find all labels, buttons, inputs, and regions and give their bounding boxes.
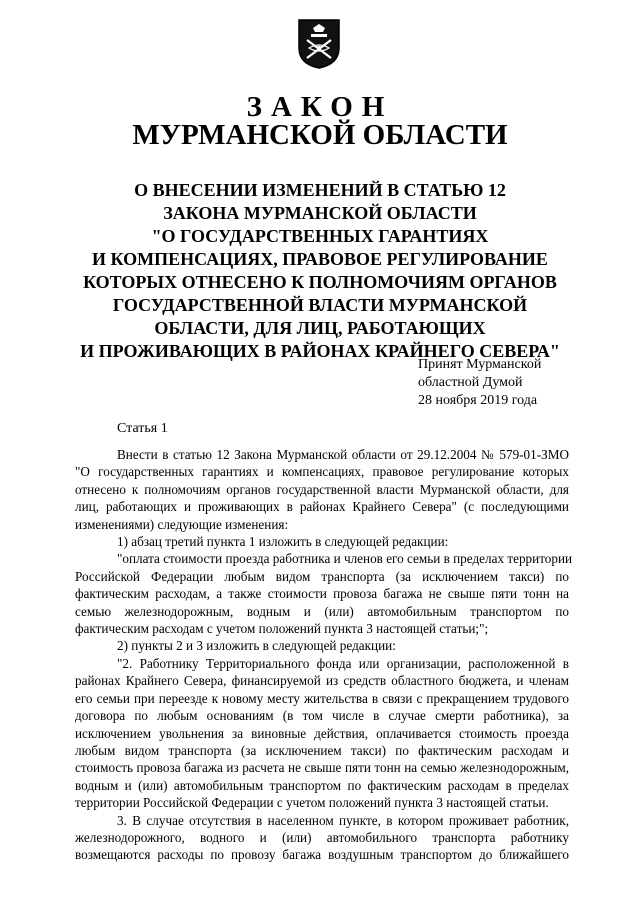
paragraph xyxy=(75,637,569,654)
title-line: ЗАКОНА МУРМАНСКОЙ ОБЛАСТИ xyxy=(163,203,477,223)
title-line: О ВНЕСЕНИИ ИЗМЕНЕНИЙ В СТАТЬЮ 12 xyxy=(134,180,506,200)
text-line: 2) пункты 2 и 3 изложить в следующей редакции: xyxy=(117,638,396,654)
title-line: И КОМПЕНСАЦИЯХ, ПРАВОВОЕ РЕГУЛИРОВАНИЕ xyxy=(92,249,548,269)
text-line: лиц, работающих и проживающих в районах Крайнего Севера" (с последующими xyxy=(75,499,569,515)
paragraph xyxy=(75,812,569,864)
adoption-note xyxy=(418,356,618,410)
text-line: фактическим расходам с учетом положений пункта 3 настоящей статьи;"; xyxy=(75,621,489,637)
text-line: отнесено к полномочиям органов государственной власти Мурманской области, для xyxy=(75,481,569,497)
article-body xyxy=(75,446,573,864)
article-heading: Статья 1 xyxy=(117,421,168,436)
text-line: водным и (или) автомобильным транспортом по фактическим расходам в пределах xyxy=(75,777,569,793)
title-line: ОБЛАСТИ, ДЛЯ ЛИЦ, РАБОТАЮЩИХ xyxy=(154,318,486,338)
text-line: фактическим расходам, а также стоимости провоза багажа не свыше пяти тонн на xyxy=(75,586,569,602)
title-line: КОТОРЫХ ОТНЕСЕНО К ПОЛНОМОЧИЯМ ОРГАНОВ xyxy=(83,272,557,292)
text-line: Внести в статью 12 Закона Мурманской области от 29.12.2004 № 579-01-ЗМО xyxy=(117,447,569,462)
law-heading: ЗАКОН xyxy=(246,91,394,123)
title-line: "О ГОСУДАРСТВЕННЫХ ГАРАНТИЯХ xyxy=(151,226,489,246)
paragraph xyxy=(75,446,569,533)
text-line: изменениями) следующие изменения: xyxy=(75,516,289,532)
text-line: "оплата стоимости проезда работника и членов его семьи в пределах территории xyxy=(117,551,573,567)
text-line: семью железнодорожным, водным и (или) автомобильным транспортом по xyxy=(75,603,569,619)
text-line: его семьи при переезде к новому месту жительства в связи с прекращением трудового xyxy=(75,690,569,706)
text-line: любым видом транспорта (за исключением такси) по фактическим расходам и xyxy=(75,742,569,758)
paragraph xyxy=(75,655,569,812)
coat-of-arms-icon xyxy=(297,18,341,70)
paragraph xyxy=(75,550,573,637)
text-line: стоимость провоза багажа из расчета не свыше пяти тонн на семью железнодорожным, xyxy=(75,760,569,776)
text-line: Российской Федерации любым видом транспорта (за исключением такси) по xyxy=(75,568,569,584)
text-line: районах Крайнего Севера, финансируемой из средств областного бюджета, и членам xyxy=(75,673,569,689)
text-line: договора по любым основаниям (в том числе в случае смерти работника), за xyxy=(75,708,569,724)
adoption-line: Принят Мурманской xyxy=(418,357,542,372)
text-line: исключением увольнения за виновные действия, оплачивается стоимость проезда xyxy=(75,725,569,741)
text-line: 3. В случае отсутствия в населенном пункте, в котором проживает работник, xyxy=(117,812,569,828)
text-line: возмещаются расходы по провозу багажа воздушным транспортом до ближайшего xyxy=(75,847,569,863)
text-line: железнодорожного, водного и (или) автомобильного транспорта работнику xyxy=(75,829,569,845)
text-line: 1) абзац третий пункта 1 изложить в следующей редакции: xyxy=(117,534,449,550)
text-line: "О государственных гарантиях и компенсациях, правовое регулирование которых xyxy=(75,464,569,480)
title-line: И ПРОЖИВАЮЩИХ В РАЙОНАХ КРАЙНЕГО СЕВЕРА" xyxy=(80,341,560,361)
title-line: ГОСУДАРСТВЕННОЙ ВЛАСТИ МУРМАНСКОЙ xyxy=(112,295,528,315)
adoption-date: 28 ноября 2019 года xyxy=(418,393,538,408)
text-line: "2. Работнику Территориального фонда или организации, расположенной в xyxy=(117,655,569,671)
paragraph xyxy=(75,533,569,550)
region-heading: МУРМАНСКОЙ ОБЛАСТИ xyxy=(132,119,508,151)
text-line: территории Российской Федерации с учетом положений пункта 3 настоящей статьи. xyxy=(75,795,549,811)
law-title xyxy=(60,179,580,363)
adoption-line: областной Думой xyxy=(418,375,523,390)
